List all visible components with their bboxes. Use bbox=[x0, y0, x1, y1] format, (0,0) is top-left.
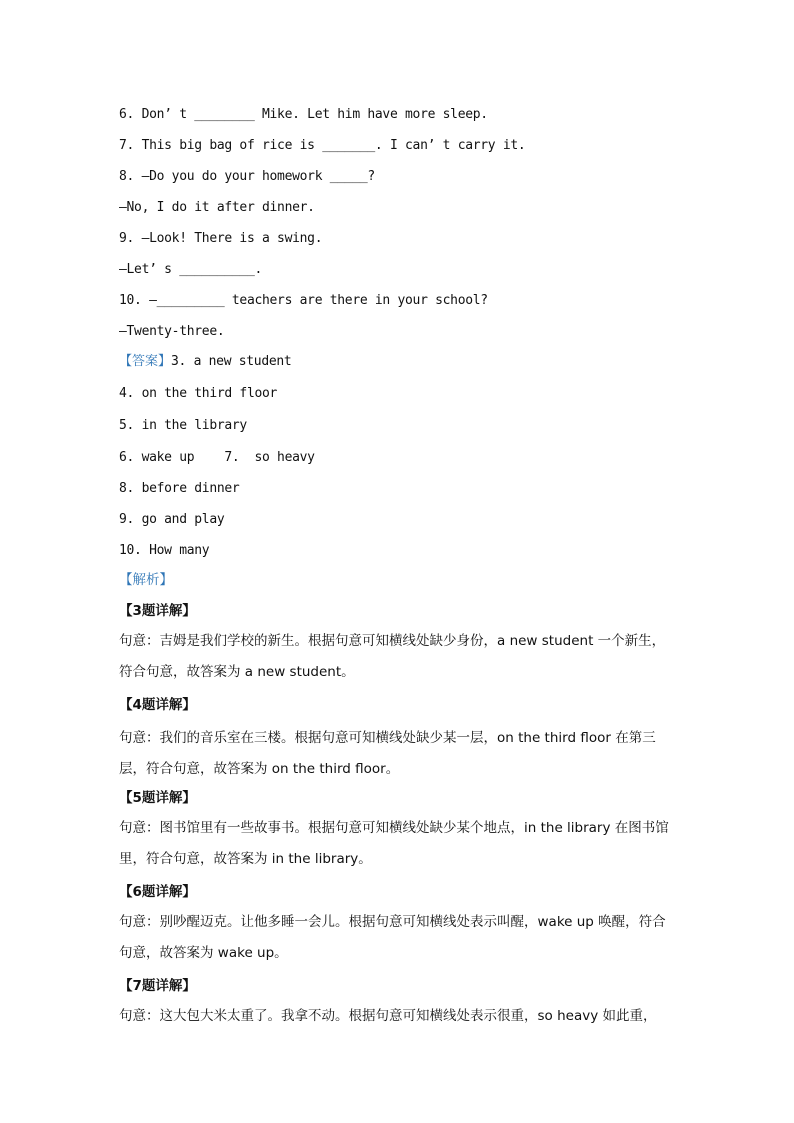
analysis-tag: 【解析】 bbox=[119, 572, 173, 588]
question-line: —Twenty-three. bbox=[119, 324, 225, 339]
answer-line: 8. before dinner bbox=[119, 481, 240, 496]
answer-line: 9. go and play bbox=[119, 512, 225, 527]
detail-text: 句意：这大包大米太重了。我拿不动。根据句意可知横线处表示很重，so heavy 如此重， bbox=[119, 1008, 657, 1024]
answer-block-first-line bbox=[119, 354, 679, 370]
detail-heading: 【7题详解】 bbox=[119, 978, 196, 994]
answer-line: 5. in the library bbox=[119, 418, 247, 433]
detail-text: 句意：别吵醒迈克。让他多睡一会儿。根据句意可知横线处表示叫醒，wake up 唤醒，符合句意，故答案为 wake up。 bbox=[119, 914, 666, 961]
answer-line: 10. How many bbox=[119, 543, 210, 558]
answer-line: 3. a new student bbox=[171, 354, 292, 369]
question-line: 6. Don’ t ________ Mike. Let him have more sleep. bbox=[119, 107, 488, 122]
detail-heading: 【4题详解】 bbox=[119, 697, 196, 713]
detail-text: 句意：吉姆是我们学校的新生。根据句意可知横线处缺少身份，a new student 一个新生，符合句意，故答案为 a new student。 bbox=[119, 633, 666, 680]
detail-text: 句意：我们的音乐室在三楼。根据句意可知横线处缺少某一层，on the third floor 在第三层，符合句意，故答案为 on the third floor。 bbox=[119, 730, 656, 777]
question-line: 7. This big bag of rice is _______. I can’ t carry it. bbox=[119, 138, 526, 153]
question-line: 8. —Do you do your homework _____? bbox=[119, 169, 375, 184]
question-line: 9. —Look! There is a swing. bbox=[119, 231, 323, 246]
detail-heading: 【6题详解】 bbox=[119, 884, 196, 900]
question-line: —No, I do it after dinner. bbox=[119, 200, 315, 215]
detail-heading: 【5题详解】 bbox=[119, 790, 196, 806]
detail-text: 句意：图书馆里有一些故事书。根据句意可知横线处缺少某个地点，in the library 在图书馆里，符合句意，故答案为 in the library。 bbox=[119, 820, 669, 867]
answer-line: 4. on the third floor bbox=[119, 386, 278, 401]
answer-tag: 【答案】 bbox=[119, 354, 172, 369]
answer-line: 6. wake up 7. so heavy bbox=[119, 450, 315, 465]
question-line: 10. —_________ teachers are there in your school? bbox=[119, 293, 488, 308]
detail-heading: 【3题详解】 bbox=[119, 603, 196, 619]
question-line: —Let’ s __________. bbox=[119, 262, 263, 277]
